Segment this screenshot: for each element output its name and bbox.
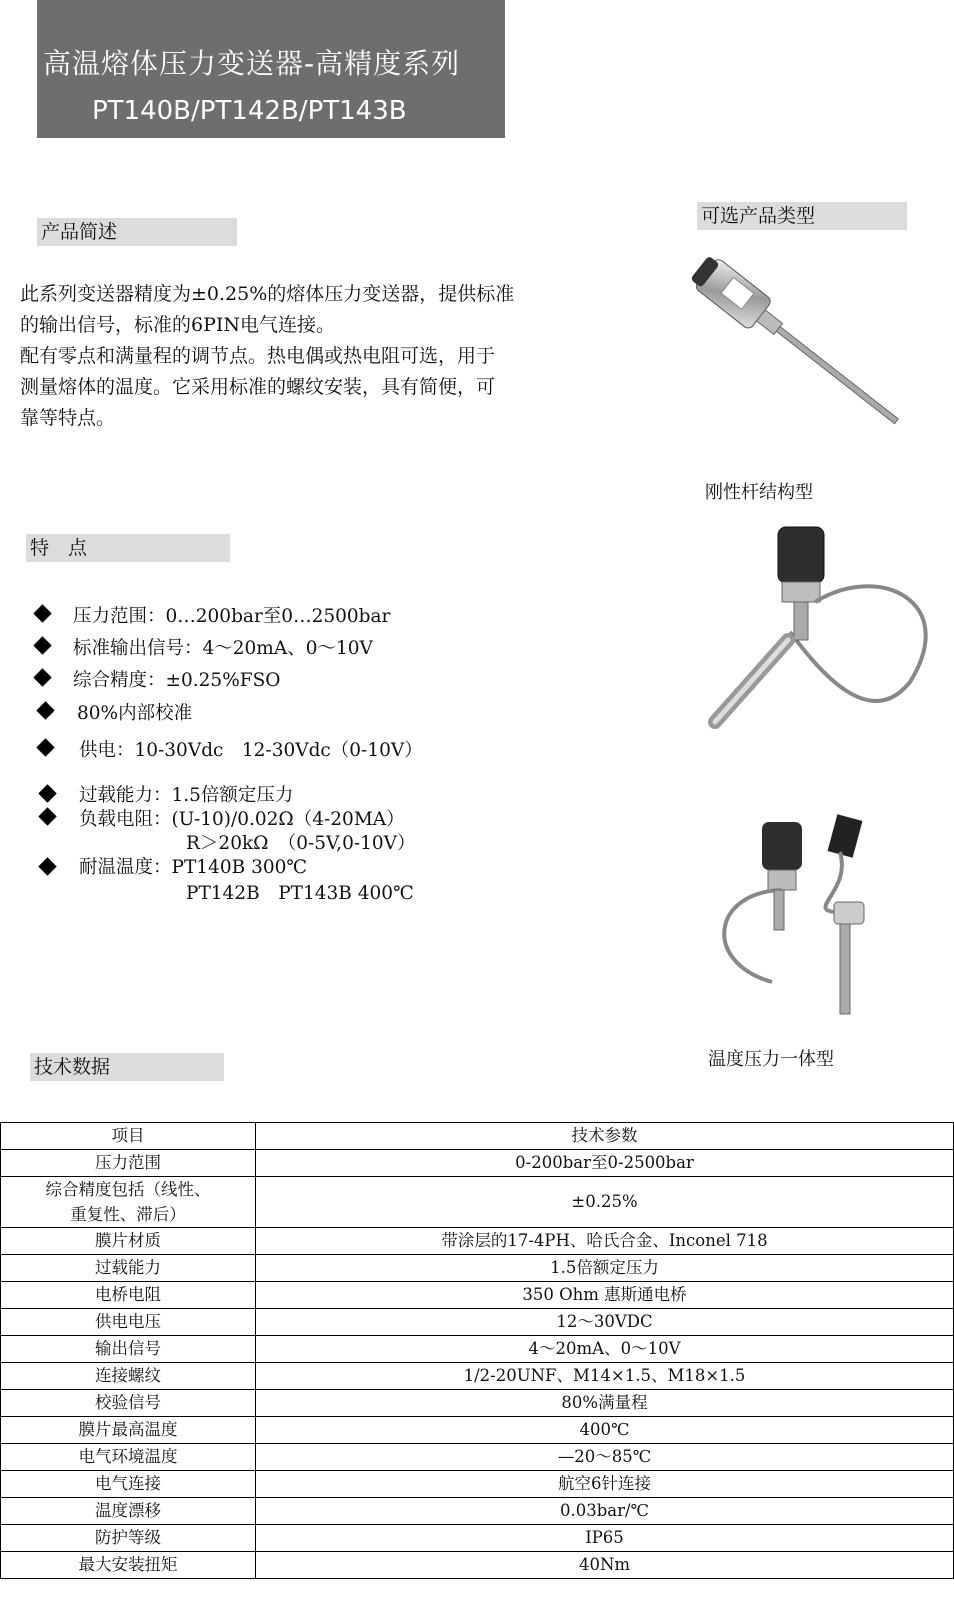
spec-value-cell: 1.5倍额定压力: [256, 1255, 954, 1282]
spec-item-cell: 最大安装扭矩: [1, 1552, 256, 1579]
bullet-icon: [36, 701, 54, 719]
bullet-icon: [36, 738, 54, 756]
spec-value-cell: 0.03bar/℃: [256, 1498, 954, 1525]
title-banner: [37, 0, 505, 138]
rigid-sensor-image: [680, 250, 920, 450]
table-row: [1, 1552, 954, 1579]
overview-line: 此系列变送器精度为±0.25%的熔体压力变送器，提供标准: [20, 283, 515, 305]
spec-value-cell: 80%满量程: [256, 1390, 954, 1417]
features-heading: 特 点: [26, 534, 230, 562]
bullet-icon: [38, 784, 56, 802]
spec-value-cell: 1/2-20UNF、M14×1.5、M18×1.5: [256, 1363, 954, 1390]
feature-item: 标准输出信号：4～20mA、0～10V: [73, 638, 373, 659]
spec-item-cell: 输出信号: [1, 1336, 256, 1363]
spec-value-cell: 12～30VDC: [256, 1309, 954, 1336]
spec-item-cell: 电桥电阻: [1, 1282, 256, 1309]
header-cell-value: 技术参数: [256, 1123, 954, 1150]
spec-value-cell: 350 Ohm 惠斯通电桥: [256, 1282, 954, 1309]
spec-item-cell: 温度漂移: [1, 1498, 256, 1525]
spec-value-cell: 4～20mA、0～10V: [256, 1336, 954, 1363]
bullet-icon: [33, 668, 51, 686]
spec-item-cell: 膜片材质: [1, 1228, 256, 1255]
spec-item-cell: 校验信号: [1, 1390, 256, 1417]
table-row: [1, 1498, 954, 1525]
table-row: [1, 1336, 954, 1363]
overview-line: 靠等特点。: [20, 407, 116, 429]
bullet-icon: [33, 604, 51, 622]
bullet-icon: [38, 857, 56, 875]
bullet-icon: [38, 807, 56, 825]
spec-item-cell: 连接螺纹: [1, 1363, 256, 1390]
table-header-row: [1, 1123, 954, 1150]
table-row: [1, 1282, 954, 1309]
feature-continuation: PT142B PT143B 400℃: [186, 883, 414, 904]
spec-value-cell: 带涂层的17-4PH、哈氏合金、Inconel 718: [256, 1228, 954, 1255]
model-numbers: PT140B/PT142B/PT143B: [92, 96, 407, 126]
spec-item-cell: 电气环境温度: [1, 1444, 256, 1471]
table-row: [1, 1228, 954, 1255]
feature-item: 负载电阻：(U-10)/0.02Ω（4-20MA）: [79, 809, 405, 830]
spec-value-cell: 400℃: [256, 1417, 954, 1444]
table-row: [1, 1444, 954, 1471]
spec-item-cell: 压力范围: [1, 1150, 256, 1177]
spec-item-cell: 供电电压: [1, 1309, 256, 1336]
table-row: [1, 1417, 954, 1444]
caption-rigid: 刚性杆结构型: [705, 482, 813, 503]
spec-item-cell: 防护等级: [1, 1525, 256, 1552]
table-row: [1, 1390, 954, 1417]
spec-item-cell: 膜片最高温度: [1, 1417, 256, 1444]
page-title: 高温熔体压力变送器-高精度系列: [43, 47, 461, 80]
table-row: [1, 1150, 954, 1177]
feature-item: 供电：10-30Vdc 12-30Vdc（0-10V）: [79, 740, 423, 761]
spec-value-cell: 40Nm: [256, 1552, 954, 1579]
overview-line: 测量熔体的温度。它采用标准的螺纹安装，具有简便，可: [20, 376, 496, 398]
table-row: [1, 1177, 954, 1228]
overview-heading: 产品简述: [37, 218, 237, 246]
spec-table: [0, 1122, 954, 1579]
feature-item: 80%内部校准: [77, 703, 193, 724]
feature-item: 过载能力：1.5倍额定压力: [79, 785, 294, 806]
options-heading: 可选产品类型: [697, 202, 907, 230]
spec-value-cell: 航空6针连接: [256, 1471, 954, 1498]
overview-line: 配有零点和满量程的调节点。热电偶或热电阻可选，用于: [20, 345, 496, 367]
feature-continuation: R＞20kΩ （0-5V,0-10V）: [186, 833, 416, 854]
overview-text: [20, 279, 620, 434]
combo-sensor-image: [712, 812, 912, 1032]
spec-value-cell: ±0.25%: [256, 1177, 954, 1228]
flexible-sensor-image: [670, 522, 940, 742]
spec-value-cell: —20～85℃: [256, 1444, 954, 1471]
spec-heading: 技术数据: [30, 1053, 224, 1081]
bullet-icon: [33, 636, 51, 654]
spec-item-cell: 电气连接: [1, 1471, 256, 1498]
spec-item-cell: 综合精度包括（线性、 重复性、滞后）: [1, 1177, 256, 1228]
table-row: [1, 1255, 954, 1282]
table-row: [1, 1525, 954, 1552]
header-cell-item: 项目: [1, 1123, 256, 1150]
spec-item-cell: 过载能力: [1, 1255, 256, 1282]
feature-item: 压力范围：0…200bar至0…2500bar: [73, 606, 391, 627]
feature-item: 耐温温度：PT140B 300℃: [79, 857, 308, 878]
caption-combo: 温度压力一体型: [708, 1049, 834, 1070]
table-row: [1, 1471, 954, 1498]
feature-item: 综合精度：±0.25%FSO: [73, 670, 281, 691]
spec-value-cell: 0-200bar至0-2500bar: [256, 1150, 954, 1177]
spec-value-cell: IP65: [256, 1525, 954, 1552]
table-row: [1, 1309, 954, 1336]
overview-line: 的输出信号，标准的6PIN电气连接。: [20, 314, 336, 336]
table-row: [1, 1363, 954, 1390]
